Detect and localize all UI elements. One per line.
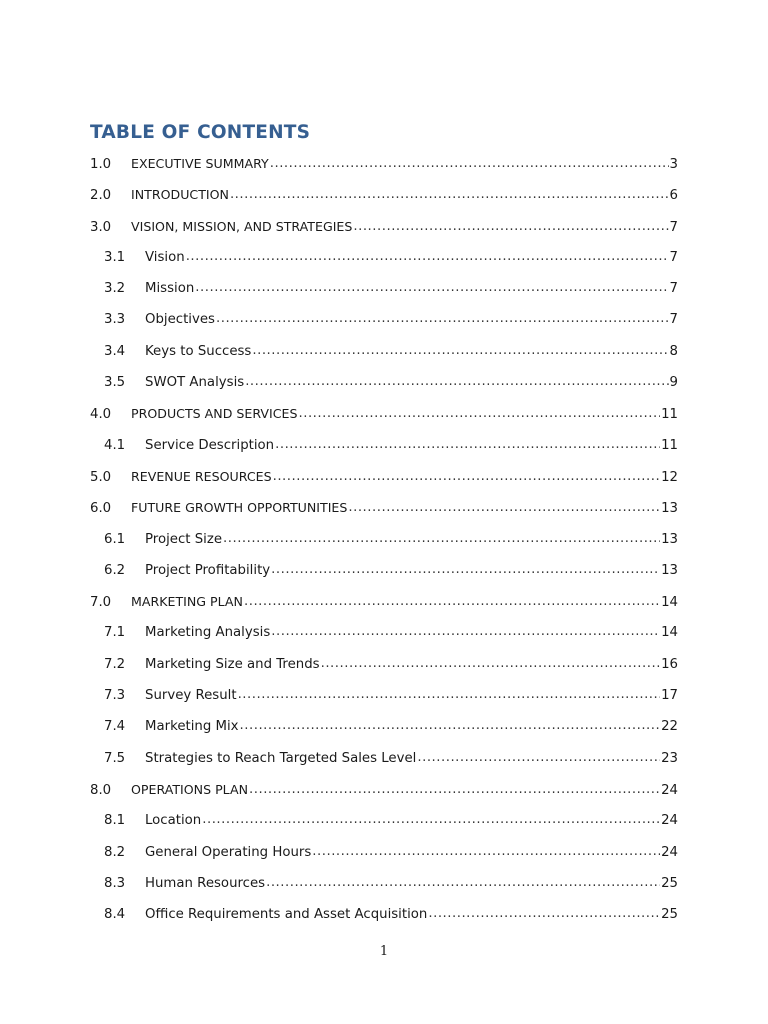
toc-entry[interactable]: [90, 217, 678, 248]
toc-entry[interactable]: [90, 279, 678, 310]
toc-entry[interactable]: [90, 154, 678, 185]
toc-entry-number: 8.3: [104, 875, 126, 891]
toc-leader-dots: [244, 592, 660, 612]
toc-leader-dots: [216, 309, 669, 329]
toc-entry-number: 3.2: [104, 281, 126, 297]
toc-entry[interactable]: [90, 655, 678, 686]
toc-leader-dots: [271, 560, 660, 580]
toc-entry-title: REVENUE RESOURCES: [131, 468, 272, 484]
toc-entry-number: 3.5: [104, 375, 126, 391]
toc-entry-number: 5.0: [90, 469, 112, 485]
toc-entry-page: 11: [661, 407, 678, 423]
toc-entry-page: 12: [661, 469, 678, 485]
toc-entry-number: 4.1: [104, 437, 126, 453]
toc-entry[interactable]: [90, 342, 678, 373]
toc-entry-number: 3.0: [90, 219, 112, 235]
toc-entry[interactable]: [90, 248, 678, 279]
toc-title: TABLE OF CONTENTS: [90, 122, 311, 143]
toc-entry-title: Marketing Mix: [145, 719, 239, 735]
toc-entry-page: 7: [669, 219, 678, 235]
toc-entry[interactable]: [90, 717, 678, 748]
toc-leader-dots: [271, 622, 660, 642]
toc-leader-dots: [240, 716, 661, 736]
toc-entry-page: 16: [661, 656, 678, 672]
toc-entry[interactable]: [90, 373, 678, 404]
toc-entry[interactable]: [90, 436, 678, 467]
toc-entry[interactable]: [90, 561, 678, 592]
toc-entry[interactable]: [90, 623, 678, 654]
toc-entry-number: 7.4: [104, 719, 126, 735]
toc-entry-number: 7.3: [104, 688, 126, 704]
toc-entry-page: 23: [661, 750, 678, 766]
toc-entry[interactable]: [90, 530, 678, 561]
toc-entry[interactable]: [90, 592, 678, 623]
toc-entry-title: Keys to Success: [145, 343, 252, 359]
toc-entry-number: 3.4: [104, 343, 126, 359]
toc-entry-title: Mission: [145, 281, 195, 297]
toc-entry-page: 11: [661, 437, 678, 453]
toc-entry-title: MARKETING PLAN: [131, 594, 243, 610]
toc-entry-page: 25: [661, 875, 678, 891]
toc-entry[interactable]: [90, 467, 678, 498]
toc-entry-title: Objectives: [145, 312, 215, 328]
toc-entry-page: 17: [661, 688, 678, 704]
toc-leader-dots: [270, 154, 669, 174]
toc-entry-page: 8: [669, 343, 678, 359]
toc-entry-page: 6: [669, 188, 678, 204]
toc-entry-number: 7.2: [104, 656, 126, 672]
toc-entry-number: 6.1: [104, 531, 126, 547]
toc-leader-dots: [186, 247, 669, 267]
toc-leader-dots: [195, 278, 668, 298]
toc-entry-title: Vision: [145, 249, 185, 265]
toc-list: [90, 154, 678, 936]
toc-entry-number: 8.2: [104, 844, 126, 860]
toc-entry-number: 2.0: [90, 188, 112, 204]
toc-entry-title: INTRODUCTION: [131, 187, 229, 203]
toc-entry[interactable]: [90, 404, 678, 435]
toc-leader-dots: [428, 904, 660, 924]
toc-entry-number: 8.0: [90, 782, 112, 798]
toc-entry-title: Location: [145, 813, 202, 829]
toc-entry-number: 3.1: [104, 249, 126, 265]
toc-entry-number: 6.2: [104, 562, 126, 578]
toc-entry-page: 7: [669, 249, 678, 265]
toc-leader-dots: [273, 467, 660, 487]
toc-leader-dots: [249, 780, 660, 800]
toc-leader-dots: [353, 217, 668, 237]
toc-leader-dots: [238, 685, 661, 705]
toc-entry[interactable]: [90, 686, 678, 717]
toc-entry-title: Office Requirements and Asset Acquisition: [145, 907, 428, 923]
toc-entry-title: EXECUTIVE SUMMARY: [131, 156, 269, 171]
toc-leader-dots: [266, 873, 660, 893]
toc-entry-page: 14: [661, 625, 678, 641]
toc-leader-dots: [230, 185, 669, 205]
toc-entry-page: 24: [661, 844, 678, 860]
toc-entry-title: Service Description: [145, 437, 275, 453]
toc-entry[interactable]: [90, 874, 678, 905]
toc-leader-dots: [223, 529, 660, 549]
toc-entry-page: 7: [669, 312, 678, 328]
toc-entry-title: Project Profitability: [145, 562, 271, 578]
toc-entry-page: 13: [661, 501, 678, 517]
toc-entry-title: OPERATIONS PLAN: [131, 781, 249, 797]
toc-entry-title: Project Size: [145, 531, 223, 547]
toc-entry-title: Marketing Size and Trends: [145, 656, 320, 672]
toc-entry-title: Strategies to Reach Targeted Sales Level: [145, 750, 417, 766]
toc-entry-title: Human Resources: [145, 875, 266, 891]
toc-entry[interactable]: [90, 310, 678, 341]
toc-entry-title: VISION, MISSION, AND STRATEGIES: [131, 218, 353, 234]
toc-leader-dots: [275, 435, 660, 455]
toc-leader-dots: [245, 372, 668, 392]
toc-entry[interactable]: [90, 905, 678, 936]
toc-leader-dots: [252, 341, 668, 361]
toc-entry-page: 25: [661, 907, 678, 923]
toc-entry-number: 7.0: [90, 595, 112, 611]
toc-entry[interactable]: [90, 185, 678, 216]
toc-entry-page: 24: [661, 813, 678, 829]
toc-entry-number: 7.5: [104, 750, 126, 766]
toc-entry-number: 1.0: [90, 157, 112, 172]
toc-entry-page: 3: [669, 157, 678, 172]
toc-entry-number: 4.0: [90, 407, 112, 423]
toc-entry-page: 7: [669, 281, 678, 297]
toc-entry-page: 24: [661, 782, 678, 798]
toc-entry[interactable]: [90, 498, 678, 529]
toc-entry-page: 22: [661, 719, 678, 735]
page-number: 1: [379, 944, 389, 959]
toc-entry[interactable]: [90, 749, 678, 780]
toc-entry-title: Marketing Analysis: [145, 625, 271, 641]
toc-entry-page: 14: [661, 595, 678, 611]
toc-leader-dots: [348, 498, 660, 518]
toc-leader-dots: [312, 842, 660, 862]
toc-entry-page: 9: [669, 375, 678, 391]
toc-entry-page: 13: [661, 562, 678, 578]
toc-leader-dots: [321, 654, 660, 674]
toc-entry-title: SWOT Analysis: [145, 375, 245, 391]
toc-entry-title: PRODUCTS AND SERVICES: [131, 406, 298, 422]
toc-entry[interactable]: [90, 780, 678, 811]
toc-entry-page: 13: [661, 531, 678, 547]
toc-entry-number: 3.3: [104, 312, 126, 328]
toc-entry-number: 8.1: [104, 813, 126, 829]
toc-leader-dots: [202, 810, 660, 830]
toc-entry-number: 8.4: [104, 907, 126, 923]
toc-entry-number: 6.0: [90, 501, 112, 517]
toc-entry-title: Survey Result: [145, 688, 237, 704]
toc-entry-title: FUTURE GROWTH OPPORTUNITIES: [131, 500, 348, 516]
toc-leader-dots: [298, 404, 660, 424]
toc-entry[interactable]: [90, 811, 678, 842]
toc-entry-title: General Operating Hours: [145, 844, 312, 860]
toc-entry[interactable]: [90, 843, 678, 874]
toc-entry-number: 7.1: [104, 625, 126, 641]
toc-leader-dots: [417, 748, 660, 768]
